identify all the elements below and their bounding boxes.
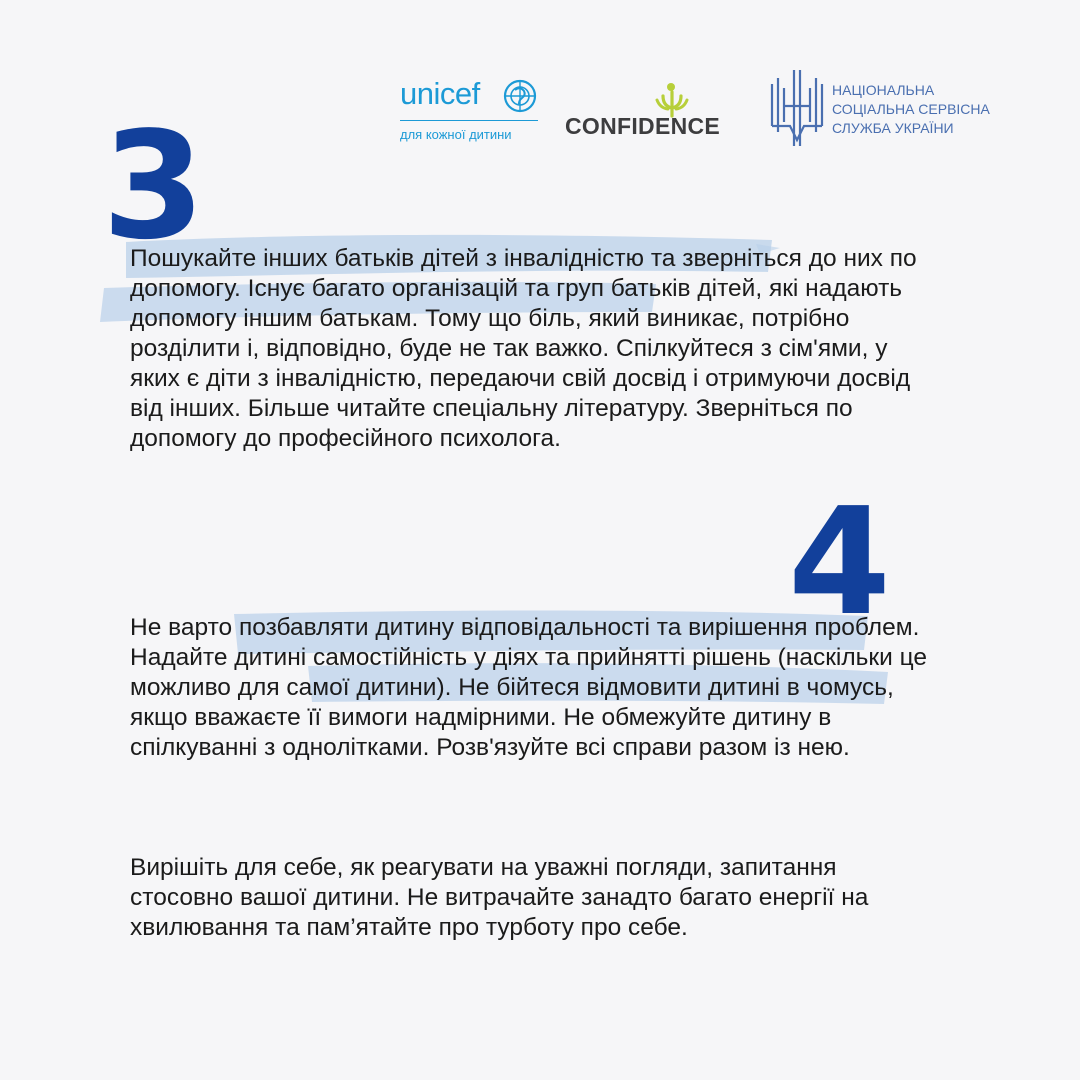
unicef-logo [400, 76, 540, 146]
unicef-globe-icon [502, 78, 538, 114]
section-number-3: 3 [102, 100, 205, 272]
nsss-title [832, 81, 990, 138]
section-4-text-2: Вирішіть для себе, як реагувати на уважні погляди, запитання стосовно вашої дитини. Не витрачайте занадто багато енергії на хвилювання та пам’ятайте про турботу про себе. [130, 854, 869, 941]
confidence-wordmark: CONFIDENCE [565, 113, 721, 139]
nsss-line-1: НАЦІОНАЛЬНА [832, 82, 935, 98]
nsss-line-3: СЛУЖБА УКРАЇНИ [832, 120, 954, 136]
unicef-divider [400, 120, 538, 121]
section-3-text: Пошукайте інших батьків дітей з інвалідністю та зверніться до них по допомогу. Існує багато організацій та груп батьків дітей, які надають допомогу іншим батькам. Тому що біль, який виникає, потрібно розділити і, відповідно, буде не так важко. Спілкуйтеся з сім'ями, у яких є діти з інвалідністю, передаючи свій досвід і отримуючи досвід від інших. Більше читайте спеціальну літературу. Зверніться по допомогу до професійного психолога. [130, 245, 917, 452]
trident-emblem-icon [768, 66, 826, 150]
nsss-logo [768, 66, 1028, 152]
confidence-logo [565, 82, 750, 142]
nsss-line-2: СОЦІАЛЬНА СЕРВІСНА [832, 101, 990, 117]
section-number-4: 4 [788, 476, 891, 648]
section-4-text: Не варто позбавляти дитину відповідальності та вирішення проблем. Надайте дитині самостійність у діях та прийнятті рішень (наскільки це можливо для самої дитини). Не бійтеся відмовити дитині в чомусь, якщо вважаєте її вимоги надмірними. Не обмежуйте дитину в спілкуванні з однолітками. Розв'язуйте всі справи разом із нею. [130, 614, 928, 761]
unicef-tagline: для кожної дитини [400, 127, 512, 142]
unicef-wordmark: unicef [400, 76, 480, 111]
